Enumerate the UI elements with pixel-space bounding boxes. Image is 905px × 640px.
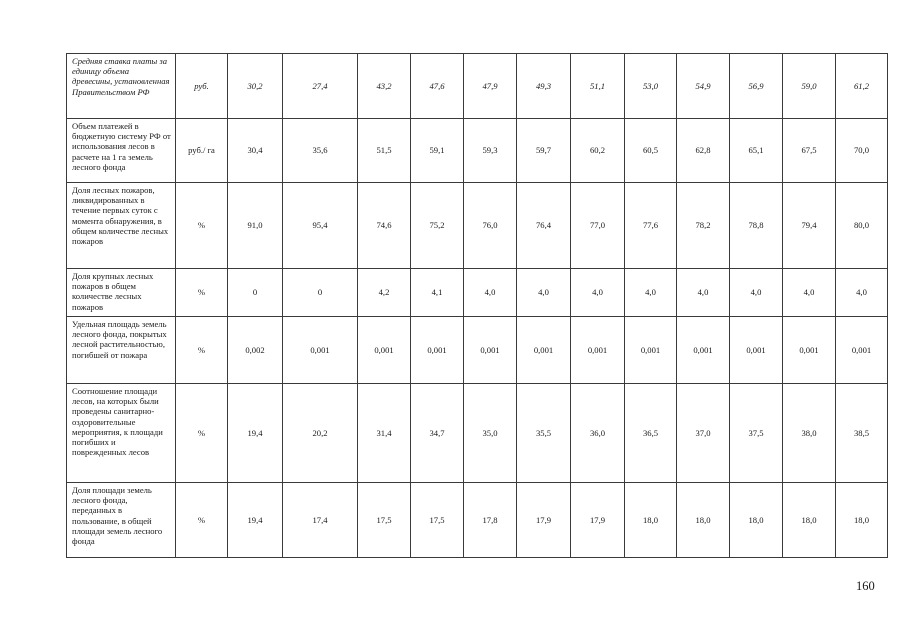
table-cell: 18,0 — [677, 483, 730, 558]
table-cell: 37,0 — [677, 384, 730, 483]
table-cell: 0,001 — [625, 317, 677, 384]
table-cell: 91,0 — [228, 183, 283, 269]
table-cell: 51,1 — [571, 54, 625, 119]
indicators-table — [66, 53, 888, 558]
table-cell: 76,4 — [517, 183, 571, 269]
table-cell: 35,0 — [464, 384, 517, 483]
row-label: Удельная площадь земель лесного фонда, покрытых лесной растительностью, погибшей от пожара — [67, 317, 176, 384]
table-cell: 53,0 — [625, 54, 677, 119]
table-cell: 17,8 — [464, 483, 517, 558]
table-cell: 0,001 — [283, 317, 358, 384]
table-cell: 0,001 — [836, 317, 888, 384]
table-cell: 47,9 — [464, 54, 517, 119]
table-cell: 95,4 — [283, 183, 358, 269]
table-cell: 80,0 — [836, 183, 888, 269]
table-cell: 65,1 — [730, 119, 783, 183]
table-cell: 61,2 — [836, 54, 888, 119]
row-label: Доля площади земель лесного фонда, переданных в пользование, в общей площади земель лесного фонда — [67, 483, 176, 558]
table-cell: 17,5 — [411, 483, 464, 558]
table-cell: 27,4 — [283, 54, 358, 119]
table-row — [67, 119, 888, 183]
table-cell: 17,4 — [283, 483, 358, 558]
table-cell: 59,0 — [783, 54, 836, 119]
table-cell: 30,2 — [228, 54, 283, 119]
table-row — [67, 183, 888, 269]
table-cell: 17,9 — [517, 483, 571, 558]
table-cell: 51,5 — [358, 119, 411, 183]
row-unit: % — [176, 483, 228, 558]
table-cell: 4,0 — [730, 269, 783, 317]
table-cell: 36,0 — [571, 384, 625, 483]
table-cell: 19,4 — [228, 384, 283, 483]
row-unit: руб./ га — [176, 119, 228, 183]
table-cell: 0,001 — [411, 317, 464, 384]
table-cell: 0,001 — [517, 317, 571, 384]
table-cell: 75,2 — [411, 183, 464, 269]
row-label: Средняя ставка платы за единицу объема древесины, установленная Правительством РФ — [67, 54, 176, 119]
table-cell: 37,5 — [730, 384, 783, 483]
table-cell: 31,4 — [358, 384, 411, 483]
table-cell: 59,7 — [517, 119, 571, 183]
table-cell: 0 — [228, 269, 283, 317]
table-cell: 43,2 — [358, 54, 411, 119]
row-unit: % — [176, 317, 228, 384]
table-cell: 77,0 — [571, 183, 625, 269]
table-cell: 38,5 — [836, 384, 888, 483]
table-cell: 47,6 — [411, 54, 464, 119]
table-cell: 4,0 — [836, 269, 888, 317]
table-cell: 4,1 — [411, 269, 464, 317]
table-cell: 0,001 — [677, 317, 730, 384]
table-cell: 56,9 — [730, 54, 783, 119]
table-cell: 70,0 — [836, 119, 888, 183]
row-unit: % — [176, 269, 228, 317]
table-cell: 0,001 — [730, 317, 783, 384]
table-cell: 78,2 — [677, 183, 730, 269]
table-row — [67, 269, 888, 317]
table-cell: 0,001 — [571, 317, 625, 384]
table-cell: 4,0 — [783, 269, 836, 317]
page-number: 160 — [856, 579, 875, 593]
table-cell: 18,0 — [730, 483, 783, 558]
table-cell: 0,001 — [464, 317, 517, 384]
row-label: Доля крупных лесных пожаров в общем количестве лесных пожаров — [67, 269, 176, 317]
table-cell: 79,4 — [783, 183, 836, 269]
table-row — [67, 54, 888, 119]
table-cell: 35,5 — [517, 384, 571, 483]
row-label: Доля лесных пожаров, ликвидированных в течение первых суток с момента обнаружения, в общем количестве лесных пожаров — [67, 183, 176, 269]
table-cell: 78,8 — [730, 183, 783, 269]
table-cell: 18,0 — [625, 483, 677, 558]
table-cell: 38,0 — [783, 384, 836, 483]
table-cell: 34,7 — [411, 384, 464, 483]
table-cell: 0 — [283, 269, 358, 317]
table-cell: 0,002 — [228, 317, 283, 384]
table-cell: 4,0 — [571, 269, 625, 317]
table-cell: 30,4 — [228, 119, 283, 183]
row-unit: % — [176, 183, 228, 269]
table-cell: 19,4 — [228, 483, 283, 558]
table-cell: 35,6 — [283, 119, 358, 183]
table-cell: 54,9 — [677, 54, 730, 119]
table-cell: 59,1 — [411, 119, 464, 183]
table-cell: 4,0 — [625, 269, 677, 317]
table-cell: 0,001 — [358, 317, 411, 384]
row-label: Соотношение площади лесов, на которых были проведены санитарно-оздоровительные мероприятия, к площади погибших и поврежденных лесов — [67, 384, 176, 483]
table-cell: 62,8 — [677, 119, 730, 183]
table-cell: 49,3 — [517, 54, 571, 119]
table-cell: 60,2 — [571, 119, 625, 183]
row-unit: % — [176, 384, 228, 483]
table-cell: 17,5 — [358, 483, 411, 558]
table-cell: 4,0 — [517, 269, 571, 317]
table-cell: 17,9 — [571, 483, 625, 558]
table-cell: 77,6 — [625, 183, 677, 269]
table-cell: 4,2 — [358, 269, 411, 317]
table-cell: 60,5 — [625, 119, 677, 183]
table-cell: 67,5 — [783, 119, 836, 183]
row-unit: руб. — [176, 54, 228, 119]
table-cell: 76,0 — [464, 183, 517, 269]
table-row — [67, 483, 888, 558]
table-cell: 20,2 — [283, 384, 358, 483]
table-cell: 0,001 — [783, 317, 836, 384]
table-cell: 18,0 — [836, 483, 888, 558]
table-row — [67, 384, 888, 483]
table-cell: 36,5 — [625, 384, 677, 483]
table-cell: 74,6 — [358, 183, 411, 269]
table-row — [67, 317, 888, 384]
table-cell: 4,0 — [464, 269, 517, 317]
row-label: Объем платежей в бюджетную систему РФ от использования лесов в расчете на 1 га земель лесного фонда — [67, 119, 176, 183]
table-cell: 59,3 — [464, 119, 517, 183]
table-cell: 4,0 — [677, 269, 730, 317]
table-cell: 18,0 — [783, 483, 836, 558]
